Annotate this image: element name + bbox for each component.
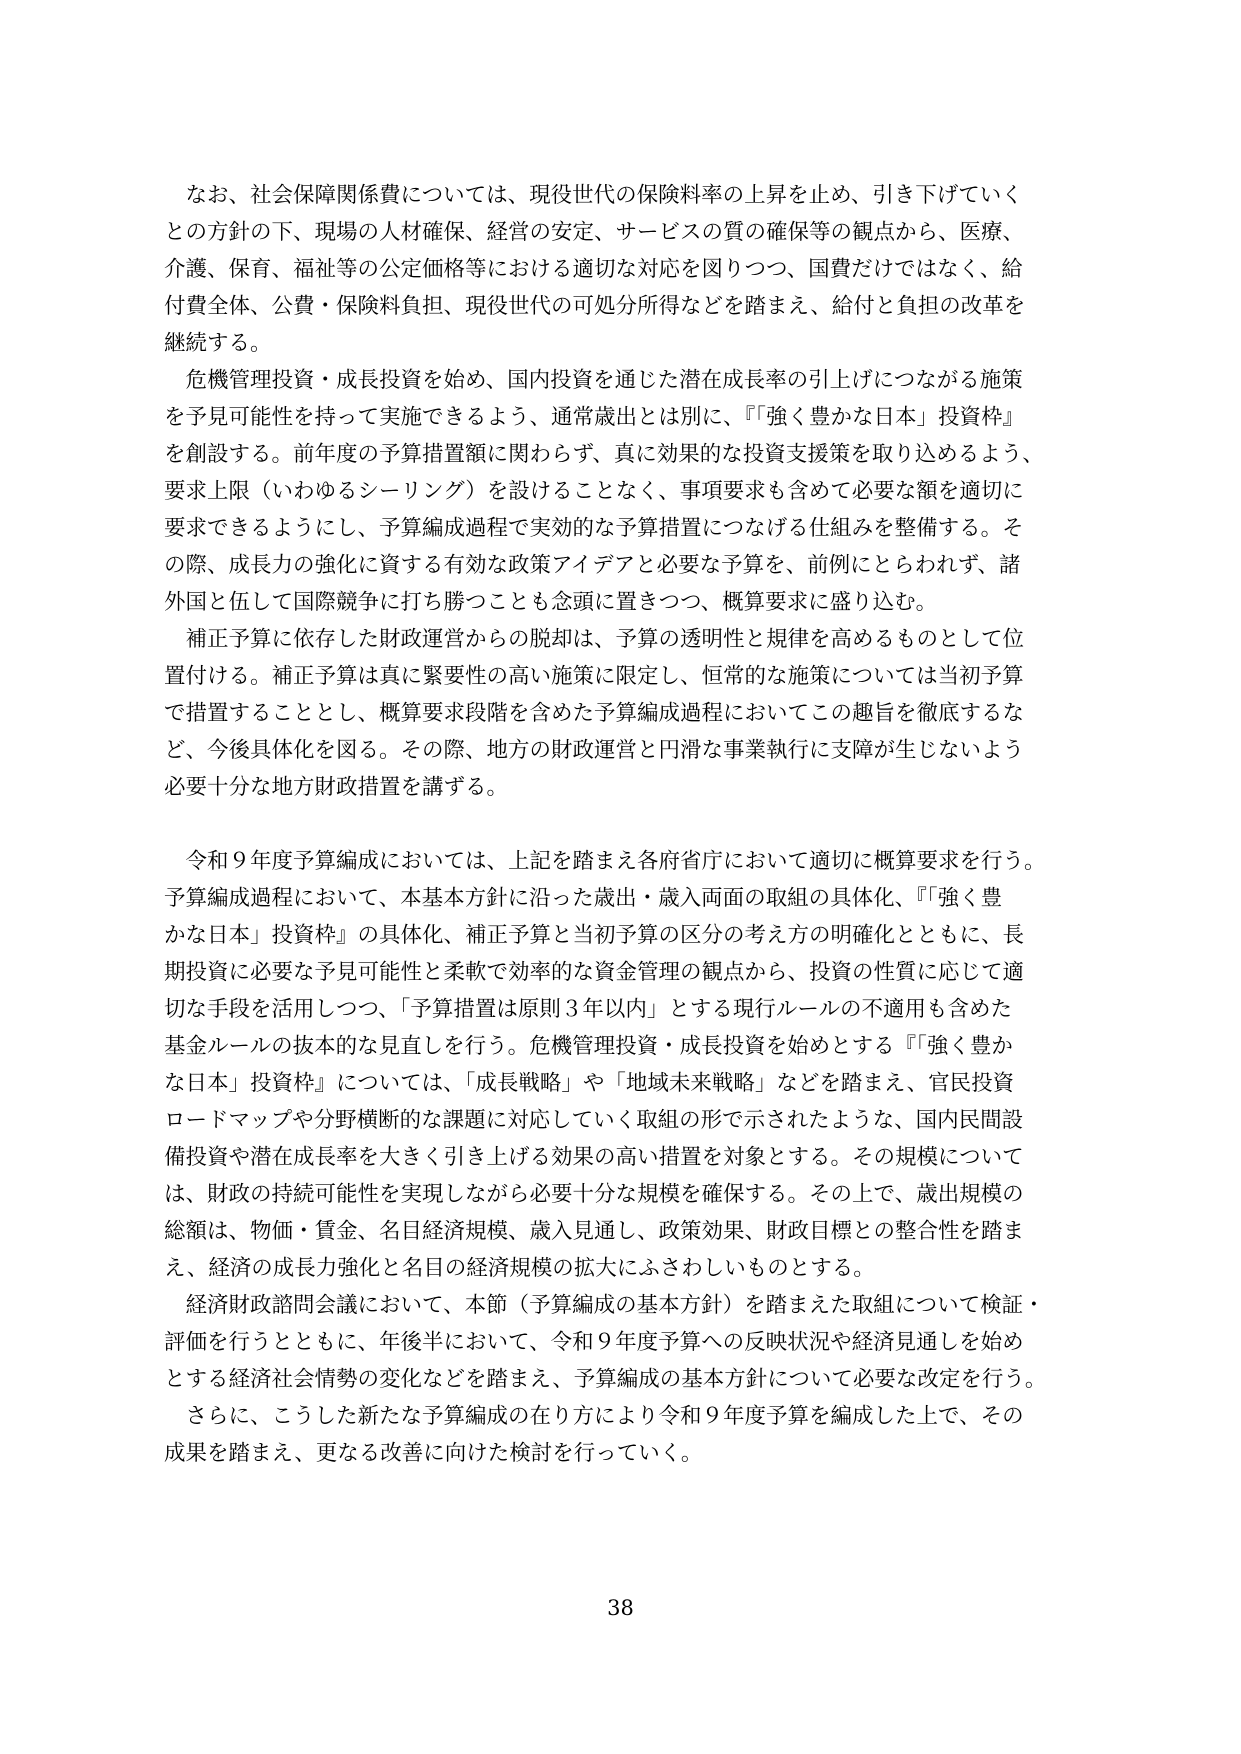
paragraph — [164, 177, 1085, 362]
text-line: 総額は、物価・賃金、名目経済規模、歳入見通し、政策効果、財政目標との整合性を踏ま — [164, 1219, 1025, 1244]
text-line: 期投資に必要な予見可能性と柔軟で効率的な資金管理の観点から、投資の性質に応じて適 — [164, 960, 1025, 985]
text-line: え、経済の成長力強化と名目の経済規模の拡大にふさわしいものとする。 — [164, 1256, 875, 1281]
text-line: との方針の下、現場の人材確保、経営の安定、サービスの質の確保等の観点から、医療、 — [164, 220, 1025, 245]
paragraph-gap — [164, 806, 1085, 843]
text-line: 付費全体、公費・保険料負担、現役世代の可処分所得などを踏まえ、給付と負担の改革を — [164, 294, 1026, 319]
text-line: な日本」投資枠』については、「成長戦略」や「地域未来戦略」などを踏まえ、官民投資 — [164, 1071, 1015, 1096]
text-line: とする経済社会情勢の変化などを踏まえ、予算編成の基本方針について必要な改定を行う。 — [164, 1367, 1047, 1392]
paragraph — [164, 621, 1085, 806]
text-line: 経済財政諮問会議において、本節（予算編成の基本方針）を踏まえた取組について検証・ — [164, 1293, 1045, 1318]
text-line: 危機管理投資・成長投資を始め、国内投資を通じた潜在成長率の引上げにつながる施策 — [164, 368, 1023, 393]
text-line: 必要十分な地方財政措置を講ずる。 — [164, 775, 509, 800]
text-line: の際、成長力の強化に資する有効な政策アイデアと必要な予算を、前例にとらわれず、諸 — [164, 553, 1021, 578]
text-line: を予見可能性を持って実施できるよう、通常歳出とは別に、『「強く豊かな日本」投資枠』 — [164, 405, 1025, 430]
text-line: 予算編成過程において、本基本方針に沿った歳出・歳入両面の取組の具体化、『「強く豊 — [164, 886, 1003, 911]
text-line: 切な手段を活用しつつ、「予算措置は原則３年以内」とする現行ルールの不適用も含めた — [164, 997, 1012, 1022]
page-number: 38 — [607, 1596, 634, 1620]
text-line: 成果を踏まえ、更なる改善に向けた検討を行っていく。 — [164, 1441, 703, 1466]
paragraph — [164, 1398, 1085, 1472]
text-line: は、財政の持続可能性を実現しながら必要十分な規模を確保する。その上で、歳出規模の — [164, 1182, 1024, 1207]
text-line: を創設する。前年度の予算措置額に関わらず、真に効果的な投資支援策を取り込めるよう、 — [164, 442, 1044, 467]
text-line: さらに、こうした新たな予算編成の在り方により令和９年度予算を編成した上で、その — [164, 1404, 1024, 1429]
text-line: ど、今後具体化を図る。その際、地方の財政運営と円滑な事業執行に支障が生じないよう — [164, 738, 1025, 763]
text-line: 基金ルールの抜本的な見直しを行う。危機管理投資・成長投資を始めとする『「強く豊か — [164, 1034, 1013, 1059]
text-line: 備投資や潜在成長率を大きく引き上げる効果の高い措置を対象とする。その規模について — [164, 1145, 1024, 1170]
text-line: 令和９年度予算編成においては、上記を踏まえ各府省庁において適切に概算要求を行う。 — [164, 849, 1046, 874]
paragraph — [164, 843, 1085, 1287]
text-line: 要求できるようにし、予算編成過程で実効的な予算措置につなげる仕組みを整備する。そ — [164, 516, 1024, 541]
text-line: かな日本」投資枠』の具体化、補正予算と当初予算の区分の考え方の明確化とともに、長 — [164, 923, 1025, 948]
paragraph — [164, 1287, 1085, 1398]
text-line: 介護、保育、福祉等の公定価格等における適切な対応を図りつつ、国費だけではなく、給 — [164, 257, 1023, 282]
text-line: 外国と伍して国際競争に打ち勝つことも念頭に置きつつ、概算要求に盛り込む。 — [164, 590, 938, 615]
text-line: ロードマップや分野横断的な課題に対応していく取組の形で示されたような、国内民間設 — [164, 1108, 1024, 1133]
text-line: 要求上限（いわゆるシーリング）を設けることなく、事項要求も含めて必要な額を適切に — [164, 479, 1024, 504]
paragraph — [164, 362, 1085, 621]
text-line: 継続する。 — [164, 331, 272, 356]
text-line: で措置することとし、概算要求段階を含めた予算編成過程においてこの趣旨を徹底するな — [164, 701, 1025, 726]
text-line: なお、社会保障関係費については、現役世代の保険料率の上昇を止め、引き下げていく — [164, 183, 1023, 208]
text-line: 置付ける。補正予算は真に緊要性の高い施策に限定し、恒常的な施策については当初予算 — [164, 664, 1024, 689]
text-line: 補正予算に依存した財政運営からの脱却は、予算の透明性と規律を高めるものとして位 — [164, 627, 1025, 652]
body-text — [164, 177, 1085, 1472]
text-line: 評価を行うとともに、年後半において、令和９年度予算への反映状況や経済見通しを始め — [164, 1330, 1024, 1355]
